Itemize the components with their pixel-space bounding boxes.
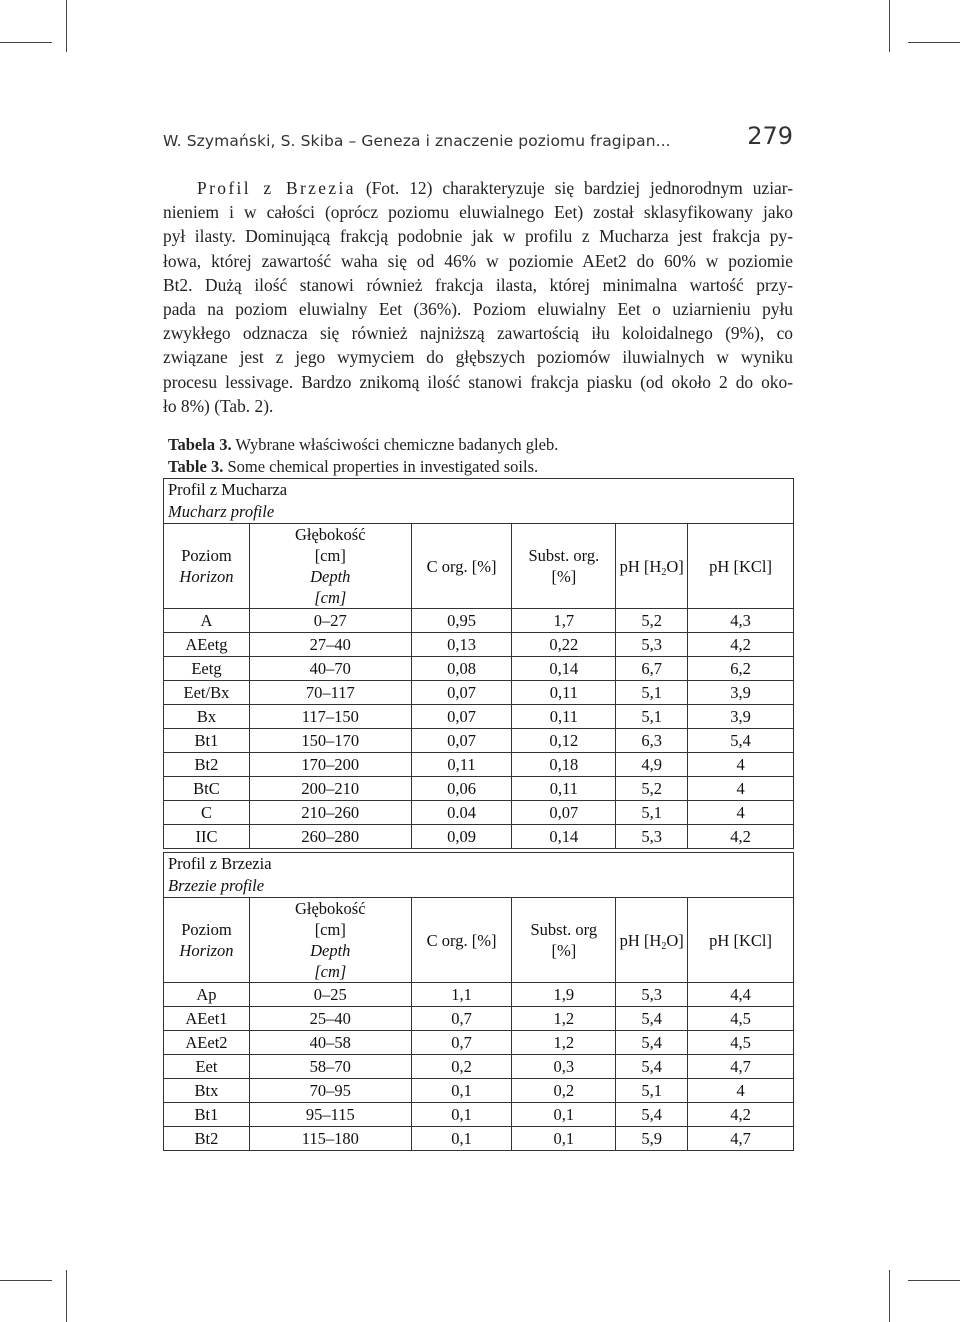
cell-ph-kcl: 4,2 [688, 633, 794, 657]
cell-ph-h2o: 4,9 [616, 753, 688, 777]
cell-subst-org: 0,3 [512, 1055, 616, 1079]
cell-subst-org: 0,1 [512, 1127, 616, 1151]
profile-title: Profil z Brzezia Brzezie profile [164, 853, 794, 898]
cell-depth: 0–25 [249, 983, 411, 1007]
cell-corg: 0,95 [411, 609, 512, 633]
cell-ph-kcl: 4,4 [688, 983, 794, 1007]
col-header-horizon: Poziom Horizon [164, 524, 250, 609]
profile-name-spaced: Profil z Brzezia [197, 178, 356, 198]
cell-depth: 40–70 [249, 657, 411, 681]
table-row [164, 705, 794, 729]
cell-subst-org: 1,2 [512, 1007, 616, 1031]
table-row [164, 1007, 794, 1031]
cell-horizon: Bt2 [164, 1127, 250, 1151]
cell-corg: 0,1 [411, 1079, 512, 1103]
cell-ph-kcl: 5,4 [688, 729, 794, 753]
table-row [164, 825, 794, 849]
cell-horizon: Eet/Bx [164, 681, 250, 705]
cell-ph-h2o: 5,1 [616, 801, 688, 825]
cell-ph-h2o: 5,1 [616, 705, 688, 729]
table-caption-pl: Tabela 3. Wybrane właściwości chemiczne badanych gleb. [168, 435, 559, 454]
cell-ph-h2o: 5,4 [616, 1055, 688, 1079]
cell-ph-kcl: 4 [688, 753, 794, 777]
col-header-depth: Głębokość [cm] Depth [cm] [249, 524, 411, 609]
cell-ph-h2o: 5,2 [616, 609, 688, 633]
cell-subst-org: 1,7 [512, 609, 616, 633]
crop-mark [0, 42, 52, 43]
cell-horizon: A [164, 609, 250, 633]
cell-ph-h2o: 6,3 [616, 729, 688, 753]
cell-depth: 0–27 [249, 609, 411, 633]
crop-mark [908, 1280, 960, 1281]
table-row [164, 657, 794, 681]
table-row [164, 753, 794, 777]
cell-corg: 0,06 [411, 777, 512, 801]
table-row [164, 729, 794, 753]
cell-corg: 0,1 [411, 1103, 512, 1127]
profile-title: Profil z Mucharza Mucharz profile [164, 479, 794, 524]
table-row [164, 983, 794, 1007]
cell-ph-h2o: 5,1 [616, 681, 688, 705]
table-brzezie [163, 852, 794, 1151]
cell-depth: 70–117 [249, 681, 411, 705]
cell-subst-org: 0,14 [512, 657, 616, 681]
cell-depth: 27–40 [249, 633, 411, 657]
cell-horizon: Ap [164, 983, 250, 1007]
cell-corg: 0,09 [411, 825, 512, 849]
cell-ph-h2o: 5,4 [616, 1031, 688, 1055]
cell-ph-kcl: 4,7 [688, 1055, 794, 1079]
table-row [164, 1103, 794, 1127]
crop-mark [908, 42, 960, 43]
paragraph-line: Profil z Brzezia (Fot. 12) charakteryzuje się bardziej jednorodnym uziar- [197, 178, 793, 198]
table-caption-en: Table 3. Some chemical properties in investigated soils. [168, 457, 539, 476]
cell-ph-h2o: 6,7 [616, 657, 688, 681]
cell-corg: 0,08 [411, 657, 512, 681]
cell-corg: 0,2 [411, 1055, 512, 1079]
cell-subst-org: 1,2 [512, 1031, 616, 1055]
cell-depth: 150–170 [249, 729, 411, 753]
cell-corg: 0,07 [411, 705, 512, 729]
cell-ph-kcl: 4 [688, 1079, 794, 1103]
cell-subst-org: 0,12 [512, 729, 616, 753]
cell-horizon: Eetg [164, 657, 250, 681]
crop-mark [66, 1270, 67, 1322]
cell-horizon: IIC [164, 825, 250, 849]
cell-ph-kcl: 4,5 [688, 1007, 794, 1031]
cell-ph-h2o: 5,1 [616, 1079, 688, 1103]
cell-depth: 115–180 [249, 1127, 411, 1151]
crop-mark [889, 0, 890, 52]
cell-subst-org: 0,11 [512, 681, 616, 705]
col-header-corg: C org. [%] [411, 898, 512, 983]
table-row [164, 1055, 794, 1079]
cell-ph-h2o: 5,4 [616, 1007, 688, 1031]
paragraph-line: ło 8%) (Tab. 2). [163, 395, 274, 416]
cell-subst-org: 0,22 [512, 633, 616, 657]
cell-depth: 117–150 [249, 705, 411, 729]
cell-depth: 40–58 [249, 1031, 411, 1055]
cell-depth: 260–280 [249, 825, 411, 849]
running-head-title: W. Szymański, S. Skiba – Geneza i znaczenie poziomu fragipan... [163, 132, 671, 150]
paragraph-line: związane jest z jego wymyciem do głębszych poziomów iluwialnych w wyniku [163, 347, 793, 368]
cell-horizon: Bx [164, 705, 250, 729]
table-row [164, 633, 794, 657]
cell-horizon: AEet1 [164, 1007, 250, 1031]
cell-subst-org: 0,18 [512, 753, 616, 777]
profile-title-row [164, 853, 794, 898]
cell-depth: 95–115 [249, 1103, 411, 1127]
col-header-ph-kcl: pH [KCl] [688, 524, 794, 609]
cell-horizon: Bt2 [164, 753, 250, 777]
paragraph-line: procesu lessivage. Bardzo znikomą ilość stanowi frakcja piasku (od około 2 do oko- [163, 371, 793, 392]
cell-ph-h2o: 5,4 [616, 1103, 688, 1127]
body-paragraph [163, 176, 793, 418]
paragraph-line: zwykłego odznacza się również najniższą zawartością iłu koloidalnego (9%), co [163, 323, 793, 344]
cell-horizon: Btx [164, 1079, 250, 1103]
cell-ph-h2o: 5,3 [616, 633, 688, 657]
cell-subst-org: 0,14 [512, 825, 616, 849]
cell-ph-kcl: 4,2 [688, 1103, 794, 1127]
col-header-horizon: Poziom Horizon [164, 898, 250, 983]
cell-subst-org: 0,07 [512, 801, 616, 825]
paragraph-line: Bt2. Dużą ilość stanowi również frakcja ilasta, której minimalna wartość przy- [163, 274, 793, 295]
cell-horizon: Bt1 [164, 1103, 250, 1127]
header-row [164, 898, 794, 983]
cell-horizon: AEetg [164, 633, 250, 657]
cell-horizon: Bt1 [164, 729, 250, 753]
paragraph-line: łowa, której zawartość waha się od 46% w poziomie AEet2 do 60% w poziomie [163, 250, 793, 271]
cell-corg: 1,1 [411, 983, 512, 1007]
header-row [164, 524, 794, 609]
cell-ph-kcl: 3,9 [688, 681, 794, 705]
cell-depth: 58–70 [249, 1055, 411, 1079]
cell-ph-kcl: 4,3 [688, 609, 794, 633]
cell-corg: 0,11 [411, 753, 512, 777]
cell-horizon: Eet [164, 1055, 250, 1079]
cell-depth: 70–95 [249, 1079, 411, 1103]
cell-depth: 170–200 [249, 753, 411, 777]
running-head [163, 122, 793, 158]
paragraph-line: pada na poziom eluwialny Eet (36%). Poziom eluwialny Eet o uziarnieniu pyłu [163, 298, 793, 319]
cell-ph-h2o: 5,3 [616, 825, 688, 849]
profile-title-row [164, 479, 794, 524]
table-row [164, 1127, 794, 1151]
cell-depth: 25–40 [249, 1007, 411, 1031]
cell-ph-kcl: 3,9 [688, 705, 794, 729]
cell-depth: 200–210 [249, 777, 411, 801]
crop-mark [66, 0, 67, 52]
col-header-ph-h2o: pH $[H_2O]$ [616, 898, 688, 983]
cell-ph-kcl: 6,2 [688, 657, 794, 681]
col-header-ph-h2o: pH $[H_2O]$ [616, 524, 688, 609]
cell-subst-org: 0,11 [512, 705, 616, 729]
cell-subst-org: 0,11 [512, 777, 616, 801]
cell-horizon: AEet2 [164, 1031, 250, 1055]
cell-horizon: C [164, 801, 250, 825]
cell-corg: 0,13 [411, 633, 512, 657]
col-header-subst: Subst. org. [%] [512, 524, 616, 609]
cell-subst-org: 0,1 [512, 1103, 616, 1127]
table-mucharz [163, 478, 794, 849]
cell-ph-h2o: 5,3 [616, 983, 688, 1007]
col-header-corg: C org. [%] [411, 524, 512, 609]
table-row [164, 681, 794, 705]
cell-corg: 0,1 [411, 1127, 512, 1151]
paragraph-line: nieniem i w całości (oprócz poziomu eluwialnego Eet) został sklasyfikowany jako [163, 202, 793, 223]
cell-ph-kcl: 4,7 [688, 1127, 794, 1151]
cell-ph-kcl: 4,5 [688, 1031, 794, 1055]
cell-corg: 0,7 [411, 1007, 512, 1031]
crop-mark [0, 1280, 52, 1281]
table-row [164, 801, 794, 825]
cell-depth: 210–260 [249, 801, 411, 825]
col-header-subst: Subst. org [%] [512, 898, 616, 983]
cell-horizon: BtC [164, 777, 250, 801]
cell-ph-kcl: 4 [688, 777, 794, 801]
cell-corg: 0.04 [411, 801, 512, 825]
cell-corg: 0,7 [411, 1031, 512, 1055]
table-row [164, 1031, 794, 1055]
cell-corg: 0,07 [411, 729, 512, 753]
col-header-depth: Głębokość [cm] Depth [cm] [249, 898, 411, 983]
cell-ph-kcl: 4,2 [688, 825, 794, 849]
cell-corg: 0,07 [411, 681, 512, 705]
table-row [164, 609, 794, 633]
cell-subst-org: 1,9 [512, 983, 616, 1007]
table-row [164, 777, 794, 801]
cell-ph-h2o: 5,2 [616, 777, 688, 801]
paragraph-line: pył ilasty. Dominującą frakcją podobnie jak w profilu z Mucharza jest frakcja py- [163, 226, 793, 247]
crop-mark [889, 1270, 890, 1322]
cell-subst-org: 0,2 [512, 1079, 616, 1103]
page-number: 279 [747, 122, 793, 150]
col-header-ph-kcl: pH [KCl] [688, 898, 794, 983]
cell-ph-kcl: 4 [688, 801, 794, 825]
table-row [164, 1079, 794, 1103]
cell-ph-h2o: 5,9 [616, 1127, 688, 1151]
